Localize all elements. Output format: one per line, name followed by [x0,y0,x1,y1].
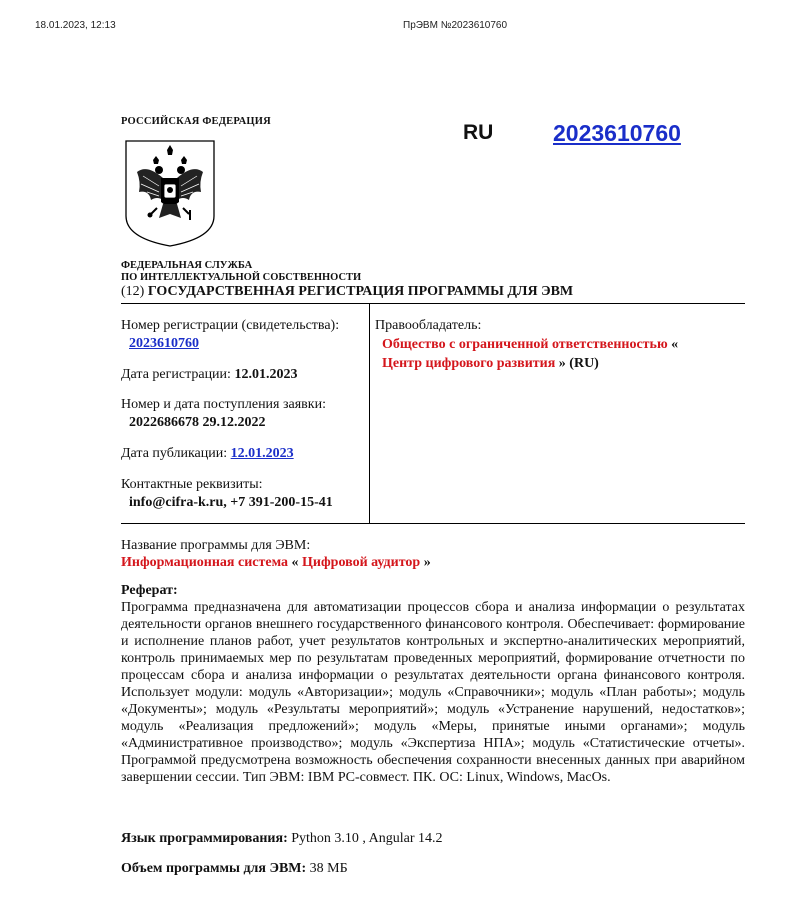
table-column-divider [369,303,370,524]
application-value: 2022686678 29.12.2022 [129,415,266,430]
print-datetime: 18.01.2023, 12:13 [35,20,116,31]
programming-language-value: Python 3.10 , Angular 14.2 [287,831,443,846]
table-top-rule [121,303,745,304]
coat-of-arms-icon [123,138,217,248]
authority-line-1: ФЕДЕРАЛЬНАЯ СЛУЖБА [121,260,253,271]
owner-country: » (RU) [555,356,599,371]
table-bottom-rule [121,523,745,524]
document-code: (12) [121,284,145,299]
registration-number-value-link[interactable]: 2023610760 [129,336,199,351]
owner-label: Правообладатель: [375,318,482,333]
registration-date-value: 12.01.2023 [234,367,298,382]
application-label: Номер и дата поступления заявки: [121,397,326,412]
program-size-label: Объем программы для ЭВМ: [121,861,307,876]
issuing-authority [121,260,361,284]
owner-name-part1: Общество с ограниченной ответственностью [382,337,668,352]
program-name-label: Название программы для ЭВМ: [121,538,311,553]
program-quote-open: « [288,555,303,570]
owner-name-part2: Центр цифрового развития [382,356,556,371]
publication-date-label: Дата публикации: [121,446,228,461]
owner-line-2 [382,354,599,373]
owner-quote-open: « [667,337,679,352]
program-name [121,554,431,572]
registration-number-link[interactable]: 2023610760 [553,120,681,146]
program-size-value: 38 МБ [306,861,348,876]
program-size [121,860,348,878]
abstract-text: Программа предназначена для автоматизации процессов сбора и анализа информации о результатах деятельности органов внешнего государственного финансового контроля. Обеспечивает: формирование и исполнение планов работ, учет результатов контрольных и экспертно-аналитических мероприятий, контроль принимаемых мер по результатам проведенных мероприятий, формирование отчетности по процессам сбора и анализа информации о результатах деятельности органа финансового контроля. Использует модули: модуль «Авторизации»; модуль «Справочники»; модуль «План работы»; модуль «Документы»; модуль «Результаты мероприятий»; модуль «Устранение нарушений, недостатков»; модуль «Реализация предложений»; модуль «Меры, принятые иными органами»; модуль «Административное производство»; модуль «Экспертиза НПА»; модуль «Статистические отчеты». Программой предусмотрена возможность обеспечения сохранности внесенных данных при аварийном завершении сессии. Тип ЭВМ: IBM PC-совмест. ПК. ОС: Linux, Windows, MacOs. [121,600,745,785]
print-doc-ref: ПрЭВМ №2023610760 [403,20,508,31]
contacts-label: Контактные реквизиты: [121,477,263,492]
document-title-text: ГОСУДАРСТВЕННАЯ РЕГИСТРАЦИЯ ПРОГРАММЫ ДЛЯ ЭВМ [147,284,574,299]
authority-line-2: ПО ИНТЕЛЛЕКТУАЛЬНОЙ СОБСТВЕННОСТИ [121,272,362,283]
owner-line-1 [382,335,678,354]
registration-date [121,366,297,384]
programming-language [121,830,443,848]
program-name-part1: Информационная система [121,555,289,570]
registration-number-label: Номер регистрации (свидетельства): [121,318,340,333]
abstract-heading: Реферат: [121,583,178,598]
publication-date-link[interactable]: 12.01.2023 [230,446,294,461]
country-code: RU [463,121,494,144]
program-name-part2: Цифровой аудитор [302,555,421,570]
publication-date [121,445,294,463]
country-name: РОССИЙСКАЯ ФЕДЕРАЦИЯ [121,116,271,127]
program-quote-close: » [420,555,431,570]
registration-date-label: Дата регистрации: [121,367,231,382]
contacts-value: info@cifra-k.ru, +7 391-200-15-41 [129,495,333,510]
programming-language-label: Язык программирования: [121,831,288,846]
document-title [121,284,573,300]
